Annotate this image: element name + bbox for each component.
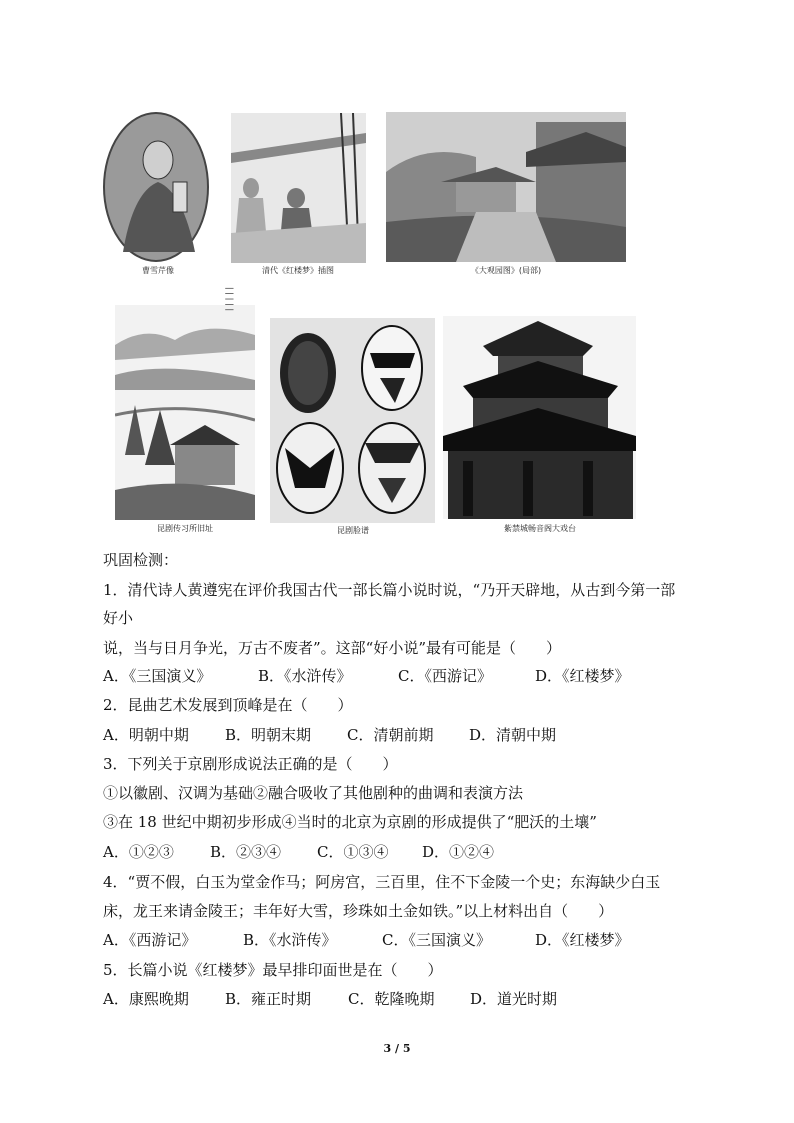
section-title: 巩固检测： (103, 551, 179, 569)
q3-option-b[interactable]: B．②③④ (210, 843, 282, 861)
q4-option-b[interactable]: B．《水浒传》 (243, 931, 337, 949)
caption-hongloumeng: 清代《红楼梦》插图 (262, 266, 334, 275)
cao-xueqin-portrait-image (103, 112, 209, 262)
q3-option-d[interactable]: D．①②④ (422, 843, 495, 861)
q5-option-c[interactable]: C．乾隆晚期 (348, 990, 435, 1008)
caption-kunqu-masks: 昆剧脸谱 (337, 526, 369, 535)
q3-option-c[interactable]: C．①③④ (317, 843, 389, 861)
caption-changyin-stage: 紫禁城畅音阁大戏台 (504, 524, 576, 533)
caption-daguanyuan: 《大观园图》(局部) (470, 266, 542, 275)
q3-line-1: 3．下列关于京剧形成说法正确的是（ ） (103, 755, 398, 773)
q4-option-d[interactable]: D．《红楼梦》 (535, 931, 630, 949)
q1-line-3: 说，当与日月争光，万古不废者”。这部“好小说”最有可能是（ ） (103, 639, 562, 657)
q5-line-1: 5．长篇小说《红楼梦》最早排印面世是在（ ） (103, 961, 443, 979)
kunqu-facial-masks-image (270, 318, 435, 523)
changyin-pavilion-image (443, 316, 636, 519)
q5-option-d[interactable]: D．道光时期 (470, 990, 558, 1008)
q2-option-a[interactable]: A．明朝中期 (103, 726, 189, 744)
q4-option-a[interactable]: A．《西游记》 (103, 931, 197, 949)
q2-option-d[interactable]: D．清朝中期 (469, 726, 557, 744)
q3-line-3: ③在 18 世纪中期初步形成④当时的北京为京剧的形成提供了“肥沃的土壤” (103, 813, 597, 831)
q2-option-b[interactable]: B．明朝末期 (225, 726, 312, 744)
q1-line-1: 1．清代诗人黄遵宪在评价我国古代一部长篇小说时说，“乃开天辟地，从古到今第一部 (103, 581, 676, 599)
q5-options (103, 989, 557, 1009)
hongloumeng-illustration-image (231, 113, 366, 263)
q2-line-1: 2．昆曲艺术发展到顶峰是在（ ） (103, 696, 353, 714)
q4-line-1: 4．“贾不假，白玉为堂金作马；阿房宫，三百里，住不下金陵一个史；东海缺少白玉 (103, 873, 661, 891)
q5-option-b[interactable]: B．雍正时期 (225, 990, 312, 1008)
calligraphy-inscription: ▏▏▏▏▏ (225, 288, 233, 315)
q4-line-2: 床，龙王来请金陵王；丰年好大雪，珍珠如土金如铁。”以上材料出自（ ） (103, 902, 614, 920)
q4-option-c[interactable]: C．《三国演义》 (382, 931, 491, 949)
q1-line-2: 好小 (103, 609, 134, 627)
q3-line-2: ①以徽剧、汉调为基础②融合吸收了其他剧种的曲调和表演方法 (103, 784, 524, 802)
q1-options (103, 666, 630, 686)
q1-option-d[interactable]: D．《红楼梦》 (535, 667, 630, 685)
q1-option-a[interactable]: A．《三国演义》 (103, 667, 212, 685)
q1-option-b[interactable]: B．《水浒传》 (258, 667, 352, 685)
caption-kunqu-site: 昆剧传习所旧址 (157, 524, 213, 533)
daguanyuan-picture-image (386, 112, 626, 262)
page-number: 3 / 5 (383, 1042, 411, 1055)
q2-option-c[interactable]: C．清朝前期 (347, 726, 434, 744)
q4-options (103, 930, 630, 950)
q2-options (103, 725, 556, 745)
kunqu-old-site-image (115, 305, 255, 520)
q3-options (103, 842, 494, 862)
q5-option-a[interactable]: A．康熙晚期 (103, 990, 189, 1008)
caption-cao-xueqin: 曹雪芹像 (142, 266, 174, 275)
q3-option-a[interactable]: A．①②③ (103, 843, 174, 861)
q1-option-c[interactable]: C．《西游记》 (398, 667, 492, 685)
